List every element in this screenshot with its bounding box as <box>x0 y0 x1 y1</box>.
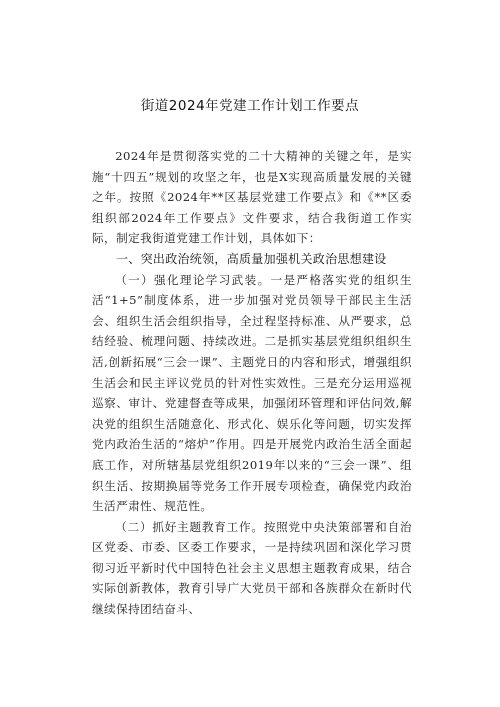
paragraph-theory-study: （一）强化理论学习武装。一是严格落实党的组织生活“1+5”制度体系，进一步加强对党员领导干部民主生活会、组织生活会组织指导，全过程坚持标准、从严要求，总结经验、梳理问题、持续改进。二是抓实基层党组织组织生活,创新拓展“三会一课”、主题党日的内容和形式，增强组织生活会和民主评议党员的针对性实效性。三是充分运用巡视巡察、审计、党建督查等成果，加强闭环管理和评估问效,解决党的组织生活随意化、形式化、娱乐化等问题，切实发挥党内政治生活的“熔炉”作用。四是开展党内政治生活全面起底工作，对所辖基层党组织2019年以来的“三会一课”、组织生活、按期换届等党务工作开展专项检查，确保党内政治生活严肃性、规范性。 <box>92 272 412 514</box>
document-body <box>92 146 412 620</box>
section-heading: 一、突出政治统领，高质量加强机关政治思想建设 <box>116 251 387 266</box>
paragraph-theme-education: （二）抓好主题教育工作。按照党中央決策部署和自治区党委、市委、区委工作要求，一是持续巩固和深化学习贯彻习近平新时代中国特色社会主义思想主题教育成果，结合实际创新教体，教育引导广大党员干部和各族群众在新时代继续保持团结奋斗、 <box>92 519 412 617</box>
document-title: 街道2024年党建工作计划工作要点 <box>140 98 360 114</box>
intro-paragraph: 2024年是贯彻落实党的二十大精神的关键之年，是实施“十四五”规划的攻坚之年，也是X实现高质量发展的关键之年。按照《2024年**区基层党建工作要点》和《**区委组织部2024年工作要点》文件要求，结合我街道工作实际，制定我街道党建工作计划，具体如下： <box>92 149 412 246</box>
